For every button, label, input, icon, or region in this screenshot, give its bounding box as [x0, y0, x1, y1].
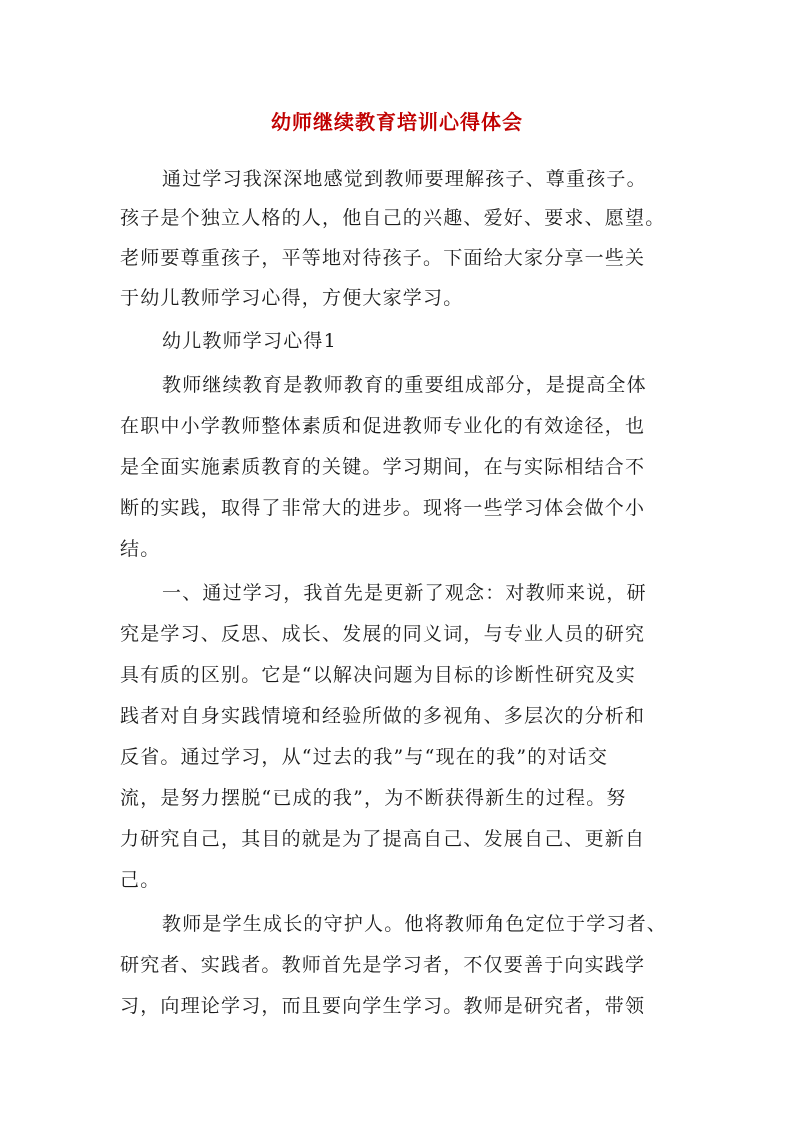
document-title: 幼师继续教育培训心得体会	[271, 110, 523, 134]
paragraph-line: 反省。通过学习，从“过去的我”与“现在的我”的对话交	[120, 746, 609, 768]
paragraph-line: 孩子是个独立人格的人，他自己的兴趣、爱好、要求、愿望。	[120, 207, 666, 229]
paragraph-line: 教师继续教育是教师教育的重要组成部分，是提高全体	[162, 374, 647, 396]
paragraph-line: 于幼儿教师学习心得，方便大家学习。	[120, 287, 464, 309]
paragraph-line: 具有质的区别。它是“以解决问题为目标的诊断性研究及实	[120, 664, 636, 686]
paragraph-line: 己。	[120, 869, 161, 891]
paragraph-line: 究是学习、反思、成长、发展的同义词，与专业人员的研究	[120, 623, 646, 645]
paragraph-line: 断的实践，取得了非常大的进步。现将一些学习体会做个小	[120, 497, 646, 519]
paragraph-line: 是全面实施素质教育的关键。学习期间，在与实际相结合不	[120, 456, 646, 478]
paragraph-line: 通过学习我深深地感觉到教师要理解孩子、尊重孩子。	[162, 168, 647, 190]
paragraph-line: 践者对自身实践情境和经验所做的多视角、多层次的分析和	[120, 705, 646, 727]
paragraph-line: 结。	[120, 538, 161, 560]
paragraph-line: 教师是学生成长的守护人。他将教师角色定位于学习者、	[162, 913, 668, 935]
section-heading: 幼儿教师学习心得1	[162, 330, 337, 352]
paragraph-line: 研究者、实践者。教师首先是学习者，不仅要善于向实践学	[120, 954, 646, 976]
paragraph-line: 习，向理论学习，而且要向学生学习。教师是研究者，带领	[120, 995, 646, 1017]
paragraph-line: 流，是努力摆脱“已成的我”，为不断获得新生的过程。努	[120, 787, 627, 809]
paragraph-line: 力研究自己，其目的就是为了提高自己、发展自己、更新自	[120, 828, 646, 850]
paragraph-line: 一、通过学习，我首先是更新了观念：对教师来说，研	[162, 582, 647, 604]
paragraph-line: 老师要尊重孩子，平等地对待孩子。下面给大家分享一些关	[120, 247, 646, 269]
paragraph-line: 在职中小学教师整体素质和促进教师专业化的有效途径，也	[120, 415, 646, 437]
